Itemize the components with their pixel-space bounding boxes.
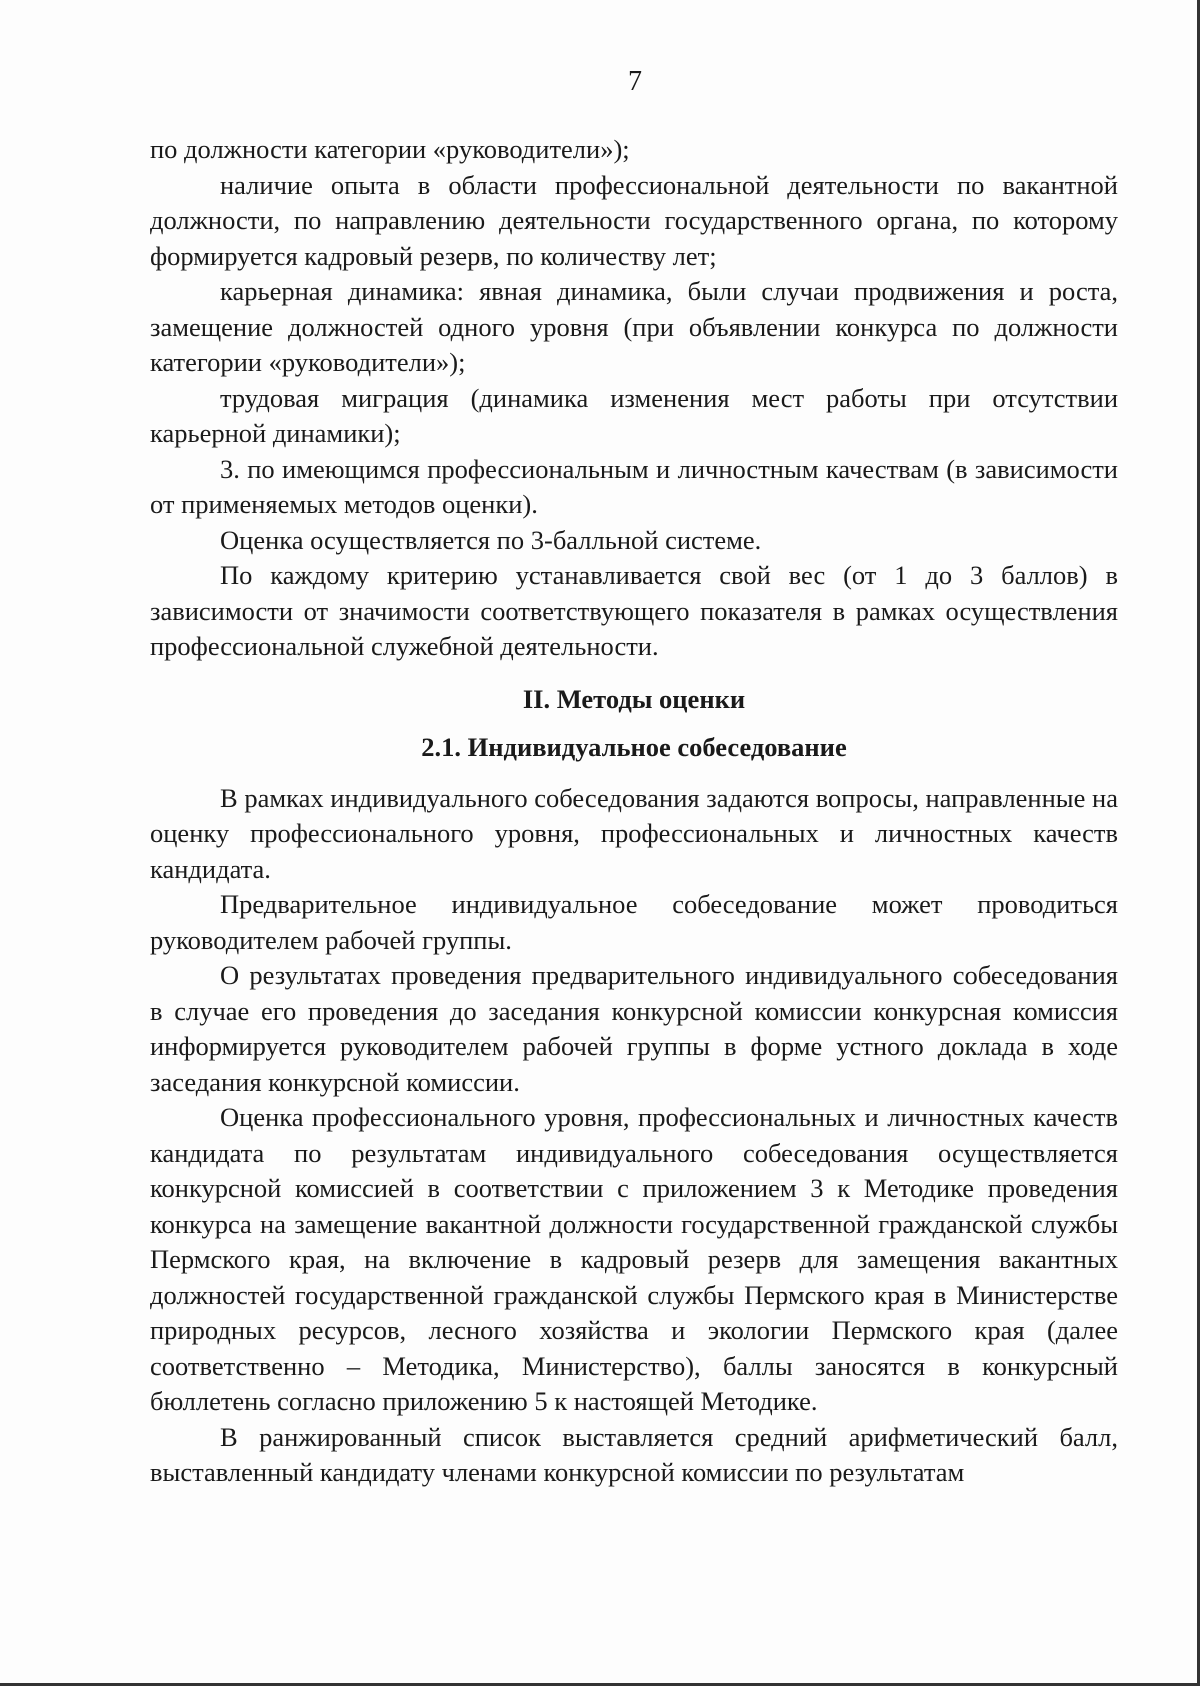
paragraph: наличие опыта в области профессиональной деятельности по вакантной должности, по направлению деятельности государственного органа, по которому формируется кадровый резерв, по количеству лет; [150,169,1118,271]
page-number: 7 [628,66,642,97]
paragraph: Предварительное индивидуальное собеседование может проводиться руководителем рабочей группы. [150,889,1118,955]
paragraph: 3. по имеющимся профессиональным и личностным качествам (в зависимости от применяемых методов оценки). [150,453,1118,519]
paragraph: Оценка профессионального уровня, профессиональных и личностных качеств кандидата по результатам индивидуального собеседования осуществляется конкурсной комиссией в соответствии с приложением 3 к Методике проведения конкурса на замещение вакантной должности государственной гражданской службы Пермского края, на включение в кадровый резерв для замещения вакантных должностей государственной гражданской службы Пермского края в Министерстве природных ресурсов, лесного хозяйства и экологии Пермского края (далее соответственно – Методика, Министерство), баллы заносятся в конкурсный бюллетень согласно приложению 5 к настоящей Методике. [150,1102,1118,1416]
paragraph: по должности категории «руководители»); [150,134,630,164]
paragraph: По каждому критерию устанавливается свой вес (от 1 до 3 баллов) в зависимости от значимости соответствующего показателя в рамках осуществления профессиональной служебной деятельности. [150,560,1118,661]
paragraph: О результатах проведения предварительного индивидуального собеседования в случае его проведения до заседания конкурсной комиссии конкурсная комиссия информируется руководителем рабочей группы в форме устного доклада в ходе заседания конкурсной комиссии. [150,960,1118,1097]
paragraph: В рамках индивидуального собеседования задаются вопросы, направленные на оценку профессионального уровня, профессиональных и личностных качеств кандидата. [150,782,1118,884]
section-heading: II. Методы оценки [522,683,746,714]
paragraph: трудовая миграция (динамика изменения мест работы при отсутствии карьерной динамики); [150,382,1118,448]
paragraph: Оценка осуществляется по 3-балльной системе. [220,524,762,555]
subsection-heading: 2.1. Индивидуальное собеседование [421,732,847,762]
paragraph: карьерная динамика: явная динамика, были случаи продвижения и роста, замещение должностей одного уровня (при объявлении конкурса по должности категории «руководители»); [150,276,1118,377]
document-body [150,132,1118,1491]
paragraph: В ранжированный список выставляется средний арифметический балл, выставленный кандидату членами конкурсной комиссии по результатам [150,1421,1118,1487]
